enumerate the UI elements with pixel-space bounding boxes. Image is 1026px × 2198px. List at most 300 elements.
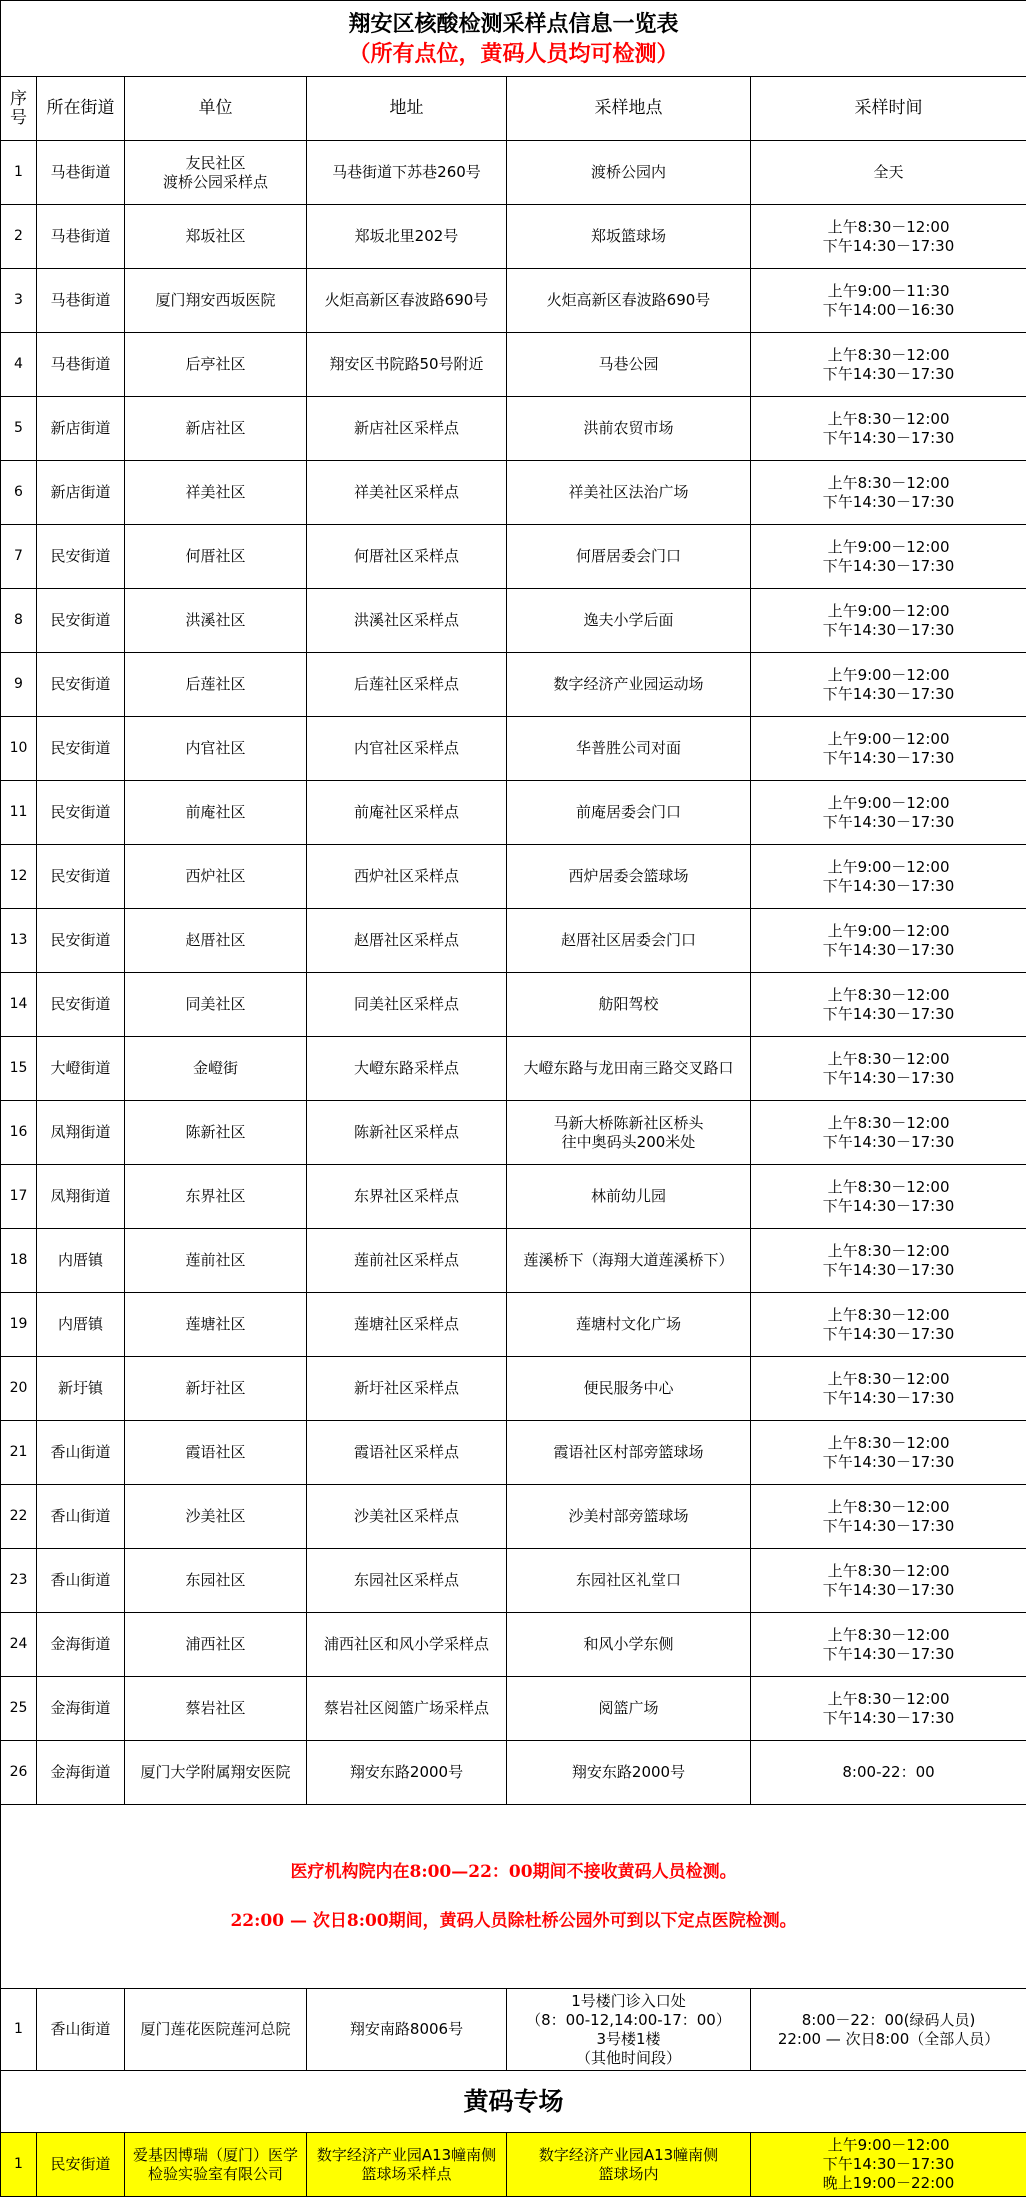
table-row [1, 1357, 1026, 1421]
row-address-line: 赵厝社区采样点 [353, 931, 459, 949]
notice-line-2: 22:00 — 次日8:00期间，黄码人员除杜桥公园外可到以下定点医院检测。 [230, 1911, 797, 1931]
row-unit [125, 397, 307, 461]
row-time [751, 1421, 1026, 1485]
row-unit [125, 1741, 307, 1805]
row-time-line: 上午8:30－12:00 [827, 1113, 950, 1132]
row-number: 11 [1, 781, 37, 845]
row-site-line: 霞语社区村部旁篮球场 [553, 1443, 704, 1461]
row-site-line: 洪前农贸市场 [583, 419, 674, 437]
row-number: 1 [1, 2133, 37, 2197]
row-time-line: 上午9:00－12:00 [827, 729, 950, 748]
notice-row [1, 1805, 1026, 1989]
row-site [507, 1165, 751, 1229]
row-unit [125, 1485, 307, 1549]
row-site [507, 1485, 751, 1549]
row-time-line: 下午14:30－17:30 [822, 684, 955, 703]
row-address [307, 1989, 507, 2071]
row-address-line: 洪溪社区采样点 [353, 611, 459, 629]
row-time-line: 8:00－22：00(绿码人员) [801, 2010, 976, 2029]
row-number: 17 [1, 1165, 37, 1229]
row-time [751, 909, 1026, 973]
row-address [307, 909, 507, 973]
row-time-line: 上午9:00－11:30 [827, 281, 950, 300]
row-unit [125, 589, 307, 653]
row-unit-line: 厦门大学附属翔安医院 [140, 1763, 291, 1781]
row-address [307, 525, 507, 589]
row-time [751, 1989, 1026, 2071]
row-number: 23 [1, 1549, 37, 1613]
row-unit [125, 1037, 307, 1101]
row-unit [125, 2133, 307, 2197]
yellow-section-row [1, 2071, 1026, 2133]
row-street: 香山街道 [37, 1485, 125, 1549]
row-unit [125, 141, 307, 205]
row-time [751, 1741, 1026, 1805]
row-unit-line: 前庵社区 [185, 803, 246, 821]
header-time: 采样时间 [751, 77, 1026, 141]
row-time-line: 下午14:30－17:30 [822, 1452, 955, 1471]
row-address-line: 内官社区采样点 [353, 739, 459, 757]
row-unit-line: 沙美社区 [185, 1507, 246, 1525]
row-time-line: 下午14:30－17:30 [822, 1644, 955, 1663]
row-site-line: 莲塘村文化广场 [575, 1315, 681, 1333]
header-no: 序号 [1, 77, 37, 141]
row-site-line: 往中奥码头200米处 [561, 1132, 696, 1151]
row-number: 8 [1, 589, 37, 653]
row-time-line: 上午9:00－12:00 [827, 2136, 950, 2154]
row-unit-line: 检验实验室有限公司 [147, 2164, 283, 2183]
row-time [751, 973, 1026, 1037]
table-row [1, 717, 1026, 781]
row-unit [125, 781, 307, 845]
row-time [751, 781, 1026, 845]
row-time-line: 下午14:30－17:30 [822, 428, 955, 447]
row-address-line: 新店社区采样点 [353, 419, 459, 437]
row-site [507, 2133, 751, 2197]
row-site-line: 大嶝东路与龙田南三路交叉路口 [523, 1059, 734, 1077]
row-address [307, 653, 507, 717]
yellow-section-title: 黄码专场 [1, 2071, 1026, 2133]
hospital-row [1, 1989, 1026, 2071]
row-street: 大嶝街道 [37, 1037, 125, 1101]
row-time [751, 1101, 1026, 1165]
header-address: 地址 [307, 77, 507, 141]
row-street: 新圩镇 [37, 1357, 125, 1421]
row-street: 新店街道 [37, 461, 125, 525]
row-number: 24 [1, 1613, 37, 1677]
row-time-line: 下午14:30－17:30 [822, 364, 955, 383]
row-street: 马巷街道 [37, 205, 125, 269]
row-address-line: 蔡岩社区阅篮广场采样点 [323, 1699, 489, 1717]
row-address-line: 祥美社区采样点 [353, 483, 459, 501]
row-site [507, 397, 751, 461]
row-site-line: 林前幼儿园 [590, 1187, 666, 1205]
row-address-line: 东界社区采样点 [353, 1187, 459, 1205]
row-address [307, 2133, 507, 2197]
row-time [751, 461, 1026, 525]
header-unit: 单位 [125, 77, 307, 141]
row-address [307, 1613, 507, 1677]
row-time [751, 205, 1026, 269]
table-row [1, 333, 1026, 397]
row-street: 凤翔街道 [37, 1165, 125, 1229]
table-row [1, 1677, 1026, 1741]
row-site-line: 逸夫小学后面 [583, 611, 674, 629]
row-site [507, 461, 751, 525]
row-site [507, 1229, 751, 1293]
row-time-line: 下午14:30－17:30 [822, 1260, 955, 1279]
row-time-line: 上午8:30－12:00 [827, 1369, 950, 1388]
row-address [307, 1229, 507, 1293]
row-address [307, 461, 507, 525]
row-address [307, 1485, 507, 1549]
row-site-line: 莲溪桥下（海翔大道莲溪桥下） [523, 1251, 734, 1269]
row-street: 民安街道 [37, 2133, 125, 2197]
row-street: 民安街道 [37, 909, 125, 973]
header-street: 所在街道 [37, 77, 125, 141]
row-street: 马巷街道 [37, 141, 125, 205]
row-address-line: 马巷街道下苏巷260号 [332, 163, 481, 181]
row-number: 12 [1, 845, 37, 909]
row-site-line: 西炉居委会篮球场 [568, 867, 689, 885]
row-time [751, 141, 1026, 205]
row-site-line: 便民服务中心 [583, 1379, 674, 1397]
header-site: 采样地点 [507, 77, 751, 141]
row-site [507, 1421, 751, 1485]
row-street: 民安街道 [37, 845, 125, 909]
row-site-line: 何厝居委会门口 [575, 547, 681, 565]
row-time-line: 下午14:30－17:30 [822, 1708, 955, 1727]
row-time-line: 上午8:30－12:00 [827, 1305, 950, 1324]
row-time-line: 下午14:30－17:30 [822, 1196, 955, 1215]
row-time [751, 2133, 1026, 2197]
row-time-line: 8:00-22：00 [842, 1763, 935, 1781]
row-time [751, 1677, 1026, 1741]
row-time [751, 653, 1026, 717]
table-row [1, 1613, 1026, 1677]
row-unit [125, 717, 307, 781]
header-row [1, 77, 1026, 141]
row-unit-line: 同美社区 [185, 995, 246, 1013]
row-address [307, 1677, 507, 1741]
row-unit [125, 333, 307, 397]
row-time-line: 上午8:30－12:00 [827, 1497, 950, 1516]
row-site-line: 数字经济产业园A13幢南侧 [538, 2145, 719, 2164]
notice-cell [1, 1805, 1026, 1989]
row-unit [125, 1613, 307, 1677]
row-address-line: 翔安区书院路50号附近 [329, 355, 484, 373]
row-street: 马巷街道 [37, 333, 125, 397]
row-site-line: 篮球场内 [598, 2164, 659, 2183]
row-site [507, 909, 751, 973]
row-site [507, 1549, 751, 1613]
row-time-line: 上午8:30－12:00 [827, 345, 950, 364]
row-time-line: 上午8:30－12:00 [827, 1433, 950, 1452]
row-unit [125, 1229, 307, 1293]
row-number: 4 [1, 333, 37, 397]
row-time-line: 下午14:30－17:30 [822, 1388, 955, 1407]
row-number: 1 [1, 1989, 37, 2071]
row-site [507, 1101, 751, 1165]
row-address [307, 717, 507, 781]
row-address [307, 1293, 507, 1357]
row-unit [125, 653, 307, 717]
row-time [751, 1549, 1026, 1613]
row-time [751, 845, 1026, 909]
row-unit-line: 赵厝社区 [185, 931, 246, 949]
row-number: 15 [1, 1037, 37, 1101]
row-address [307, 845, 507, 909]
table-row [1, 1037, 1026, 1101]
row-address-line: 火炬高新区春波路690号 [324, 291, 489, 309]
row-time [751, 1485, 1026, 1549]
row-site-line: 马巷公园 [598, 355, 659, 373]
row-address [307, 205, 507, 269]
row-site-line: 马新大桥陈新社区桥头 [553, 1113, 704, 1132]
row-address-line: 后莲社区采样点 [353, 675, 459, 693]
row-number: 18 [1, 1229, 37, 1293]
row-unit-line: 厦门翔安西坂医院 [155, 291, 276, 309]
table-row [1, 1293, 1026, 1357]
row-unit-line: 洪溪社区 [185, 611, 246, 629]
row-unit [125, 909, 307, 973]
row-street: 民安街道 [37, 653, 125, 717]
row-unit-line: 陈新社区 [185, 1123, 246, 1141]
row-address [307, 973, 507, 1037]
row-unit-line: 渡桥公园采样点 [162, 172, 268, 191]
row-time-line: 下午14:30－17:30 [822, 812, 955, 831]
row-address [307, 781, 507, 845]
table-row [1, 1549, 1026, 1613]
table-row [1, 1229, 1026, 1293]
row-site-line: 渡桥公园内 [590, 163, 666, 181]
row-time [751, 1357, 1026, 1421]
row-unit-line: 霞语社区 [185, 1443, 246, 1461]
row-address-line: 陈新社区采样点 [353, 1123, 459, 1141]
row-time-line: 上午8:30－12:00 [827, 1561, 950, 1580]
row-site-line: （其他时间段） [575, 2048, 681, 2067]
row-site-line: 数字经济产业园运动场 [553, 675, 704, 693]
row-number: 6 [1, 461, 37, 525]
row-time-line: 上午9:00－12:00 [827, 537, 950, 556]
row-unit [125, 1989, 307, 2071]
row-unit-line: 莲前社区 [185, 1251, 246, 1269]
row-site [507, 1357, 751, 1421]
row-time-line: 下午14:30－17:30 [822, 1324, 955, 1343]
row-unit [125, 269, 307, 333]
notice-line-1: 医疗机构院内在8:00—22：00期间不接收黄码人员检测。 [290, 1862, 737, 1882]
row-site-line: 翔安东路2000号 [571, 1763, 686, 1781]
row-address-line: 翔安东路2000号 [349, 1763, 464, 1781]
table-row [1, 1741, 1026, 1805]
row-street: 香山街道 [37, 1421, 125, 1485]
row-address-line: 莲前社区采样点 [353, 1251, 459, 1269]
row-number: 21 [1, 1421, 37, 1485]
table-row [1, 205, 1026, 269]
row-address [307, 1357, 507, 1421]
row-unit-line: 新圩社区 [185, 1379, 246, 1397]
row-time-line: 上午8:30－12:00 [827, 1177, 950, 1196]
row-unit-line: 东园社区 [185, 1571, 246, 1589]
row-address-line: 沙美社区采样点 [353, 1507, 459, 1525]
title-row [1, 1, 1026, 77]
row-site [507, 333, 751, 397]
row-address [307, 1101, 507, 1165]
row-address-line: 前庵社区采样点 [353, 803, 459, 821]
row-site-line: 1号楼门诊入口处 [571, 1991, 686, 2010]
row-time-line: 下午14:30－17:30 [822, 1516, 955, 1535]
row-site [507, 1677, 751, 1741]
row-number: 25 [1, 1677, 37, 1741]
row-street: 内厝镇 [37, 1229, 125, 1293]
row-time-line: 下午14:30－17:30 [822, 1004, 955, 1023]
row-site-line: 和风小学东侧 [583, 1635, 674, 1653]
row-address-line: 翔安南路8006号 [349, 2020, 464, 2038]
row-unit-line: 蔡岩社区 [185, 1699, 246, 1717]
row-site-line: 郑坂篮球场 [590, 227, 666, 245]
table-row [1, 141, 1026, 205]
table-row [1, 1485, 1026, 1549]
table-row [1, 269, 1026, 333]
row-time [751, 589, 1026, 653]
row-time-line: 上午9:00－12:00 [827, 857, 950, 876]
row-street: 新店街道 [37, 397, 125, 461]
row-unit-line: 后亭社区 [185, 355, 246, 373]
row-time-line: 下午14:00－16:30 [822, 300, 955, 319]
row-time-line: 下午14:30－17:30 [822, 1580, 955, 1599]
sheet-subtitle: （所有点位，黄码人员均可检测） [348, 40, 679, 67]
row-street: 香山街道 [37, 1989, 125, 2071]
row-site [507, 141, 751, 205]
row-street: 金海街道 [37, 1677, 125, 1741]
row-unit [125, 1677, 307, 1741]
row-time-line: 上午8:30－12:00 [827, 217, 950, 236]
table-row [1, 1165, 1026, 1229]
row-unit-line: 厦门莲花医院莲河总院 [140, 2020, 291, 2038]
row-time-line: 下午14:30－17:30 [822, 556, 955, 575]
row-unit-line: 后莲社区 [185, 675, 246, 693]
row-address [307, 1421, 507, 1485]
table-row [1, 909, 1026, 973]
row-unit-line: 内官社区 [185, 739, 246, 757]
table-row [1, 781, 1026, 845]
row-time-line: 下午14:30－17:30 [822, 2155, 955, 2173]
row-site [507, 269, 751, 333]
row-time-line: 上午8:30－12:00 [827, 985, 950, 1004]
row-address-line: 同美社区采样点 [353, 995, 459, 1013]
row-site [507, 1613, 751, 1677]
row-address-line: 何厝社区采样点 [353, 547, 459, 565]
row-street: 民安街道 [37, 525, 125, 589]
row-number: 5 [1, 397, 37, 461]
row-time [751, 717, 1026, 781]
row-unit-line: 友民社区 [185, 153, 246, 172]
row-site [507, 1037, 751, 1101]
table-row [1, 589, 1026, 653]
row-unit-line: 何厝社区 [185, 547, 246, 565]
table-row [1, 397, 1026, 461]
row-address [307, 397, 507, 461]
row-street: 香山街道 [37, 1549, 125, 1613]
row-address-line: 浦西社区和风小学采样点 [323, 1635, 489, 1653]
row-time-line: 下午14:30－17:30 [822, 1132, 955, 1151]
row-address [307, 141, 507, 205]
row-number: 14 [1, 973, 37, 1037]
row-street: 金海街道 [37, 1741, 125, 1805]
sheet-title: 翔安区核酸检测采样点信息一览表 [348, 10, 679, 37]
row-time-line: 上午9:00－12:00 [827, 921, 950, 940]
row-street: 凤翔街道 [37, 1101, 125, 1165]
row-site-line: 沙美村部旁篮球场 [568, 1507, 689, 1525]
row-unit [125, 1549, 307, 1613]
row-number: 20 [1, 1357, 37, 1421]
row-address [307, 1741, 507, 1805]
table-row [1, 525, 1026, 589]
row-street: 马巷街道 [37, 269, 125, 333]
row-unit [125, 461, 307, 525]
row-time [751, 1037, 1026, 1101]
row-time-line: 下午14:30－17:30 [822, 1068, 955, 1087]
row-time [751, 397, 1026, 461]
row-number: 3 [1, 269, 37, 333]
row-site [507, 1741, 751, 1805]
row-time [751, 1229, 1026, 1293]
row-address [307, 1037, 507, 1101]
row-street: 民安街道 [37, 717, 125, 781]
row-number: 22 [1, 1485, 37, 1549]
row-site-line: 华普胜公司对面 [575, 739, 681, 757]
table-row [1, 845, 1026, 909]
row-number: 1 [1, 141, 37, 205]
row-unit-line: 金嶝街 [192, 1059, 238, 1077]
row-site-line: 前庵居委会门口 [575, 803, 681, 821]
row-time [751, 1613, 1026, 1677]
row-unit [125, 1357, 307, 1421]
row-address-line: 篮球场采样点 [361, 2164, 452, 2183]
row-site-line: 东园社区礼堂口 [575, 1571, 681, 1589]
row-number: 7 [1, 525, 37, 589]
row-time-line: 上午8:30－12:00 [827, 1625, 950, 1644]
row-unit-line: 新店社区 [185, 419, 246, 437]
row-site-line: （8：00-12,14:00-17：00） [526, 2010, 731, 2029]
row-street: 民安街道 [37, 589, 125, 653]
row-address [307, 1165, 507, 1229]
row-time-line: 上午8:30－12:00 [827, 1689, 950, 1708]
row-unit [125, 1101, 307, 1165]
row-address [307, 1549, 507, 1613]
row-address [307, 269, 507, 333]
row-site [507, 717, 751, 781]
row-unit [125, 205, 307, 269]
row-time-line: 上午8:30－12:00 [827, 473, 950, 492]
row-time-line: 上午9:00－12:00 [827, 793, 950, 812]
row-unit-line: 莲塘社区 [185, 1315, 246, 1333]
row-site-line: 舫阳驾校 [598, 995, 659, 1013]
yellow-code-row [1, 2133, 1026, 2197]
row-time [751, 1293, 1026, 1357]
row-time-line: 下午14:30－17:30 [822, 940, 955, 959]
row-time-line: 上午8:30－12:00 [827, 1049, 950, 1068]
row-street: 民安街道 [37, 973, 125, 1037]
row-time [751, 1165, 1026, 1229]
title-cell [1, 1, 1026, 77]
row-number: 19 [1, 1293, 37, 1357]
row-site-line: 祥美社区法治广场 [568, 483, 689, 501]
row-unit [125, 1165, 307, 1229]
row-number: 26 [1, 1741, 37, 1805]
row-time-line: 上午9:00－12:00 [827, 601, 950, 620]
row-unit [125, 525, 307, 589]
